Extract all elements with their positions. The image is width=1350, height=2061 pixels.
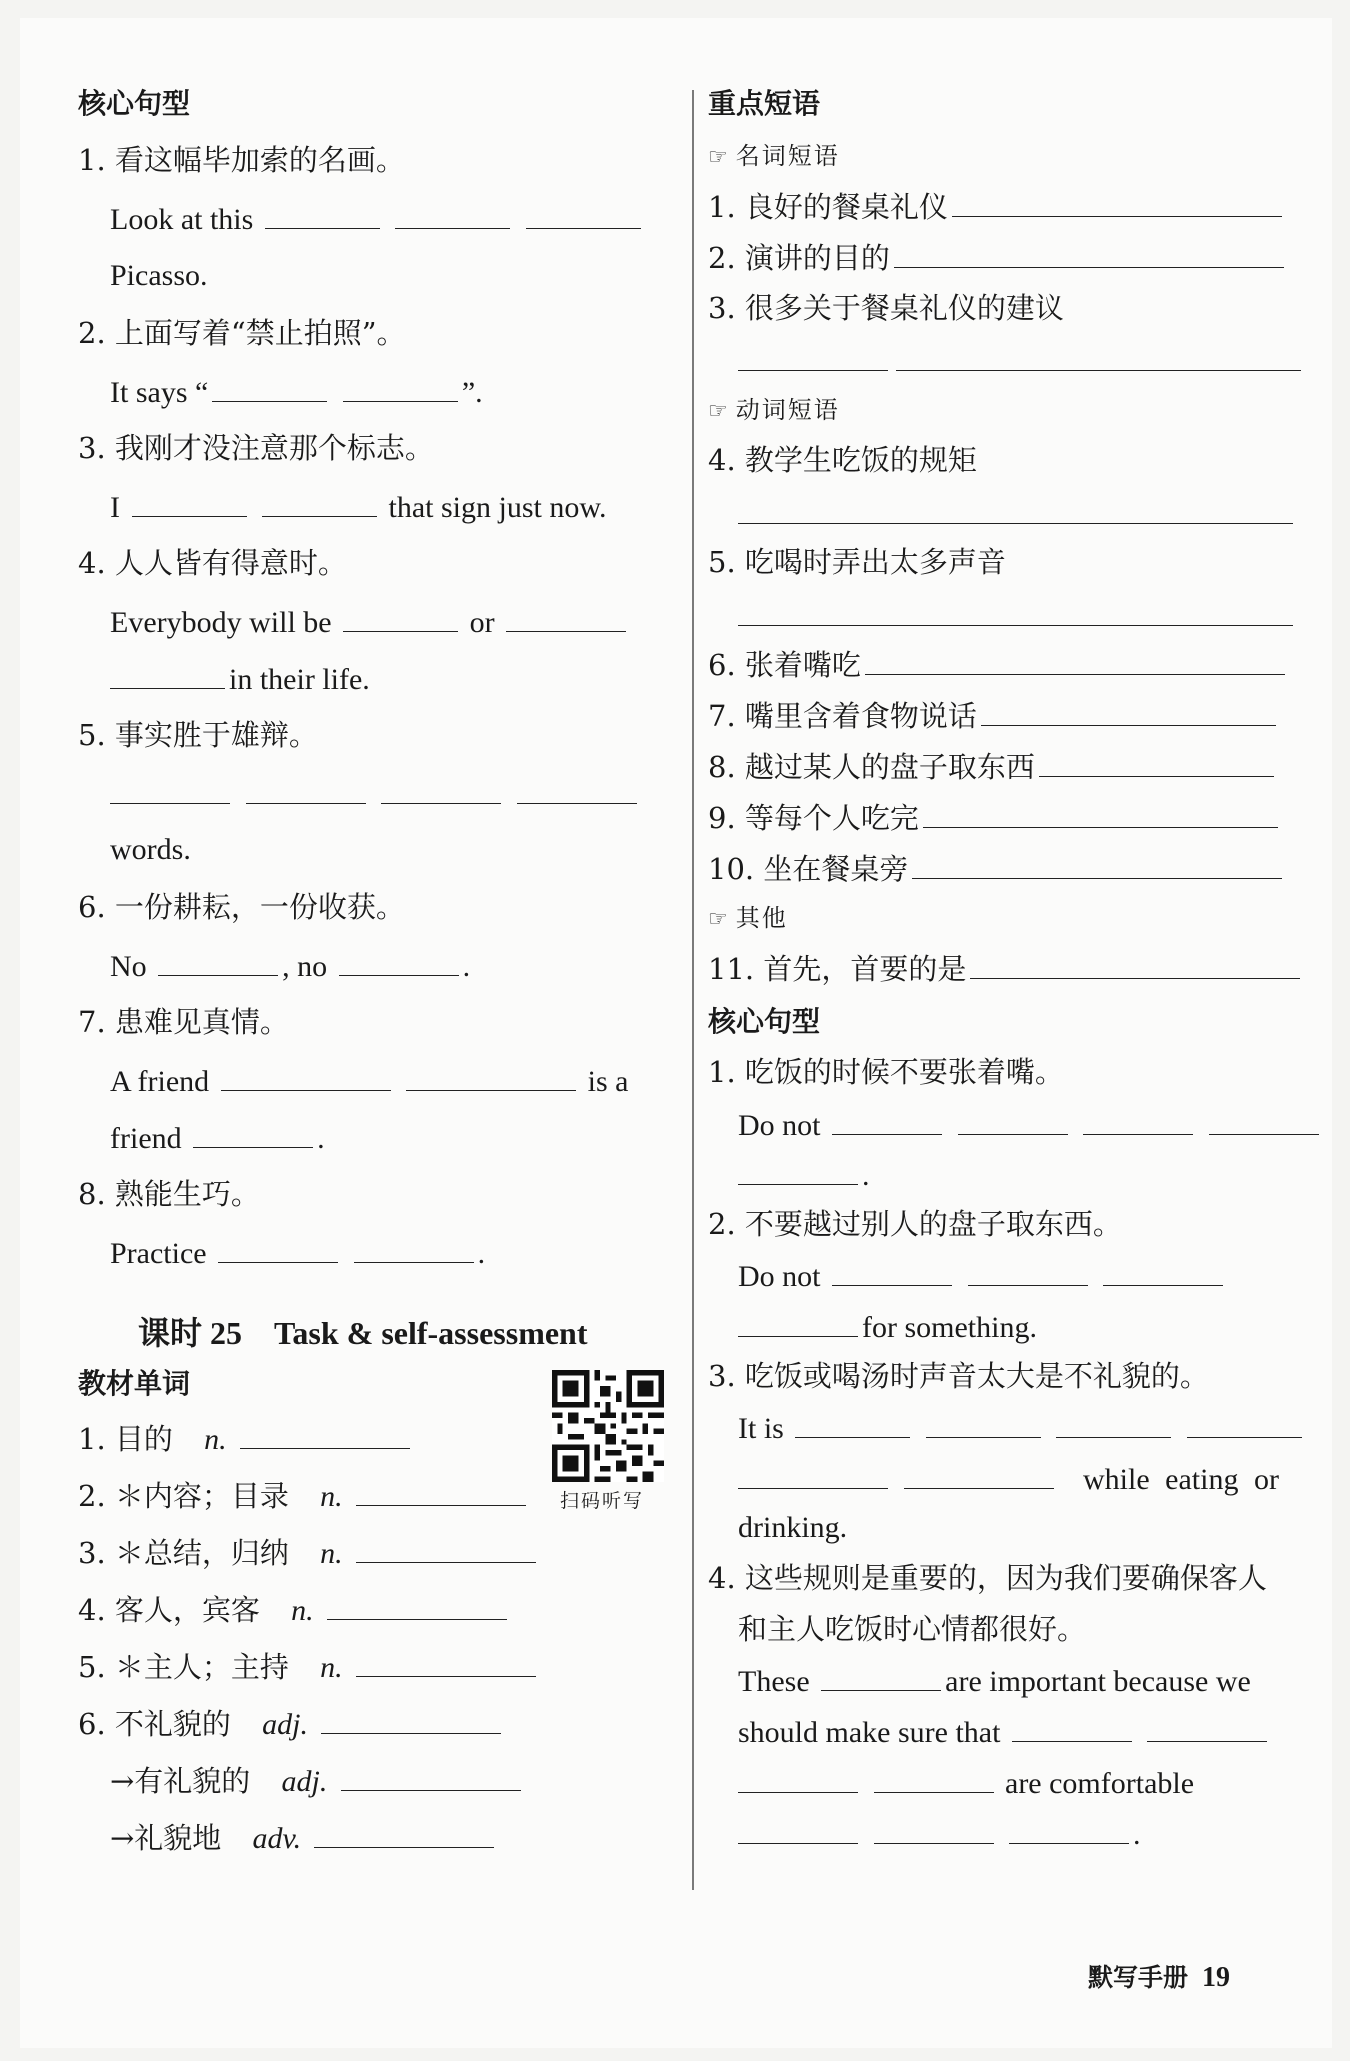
blank[interactable]: [738, 1813, 858, 1844]
sentence-8-cn: 8. 熟能生巧。: [78, 1177, 260, 1211]
blank[interactable]: [1103, 1255, 1223, 1286]
phrase-item: 11. 首先，首要的是: [708, 948, 1304, 989]
verb-phrase-label: ☞ 动词短语: [708, 390, 840, 432]
right-sentence-4-cn-cont: 和主人吃饭时心情都很好。: [738, 1612, 1087, 1646]
phrase-item: 2. 演讲的目的: [708, 237, 1288, 278]
phrase-item: 6. 张着嘴吃: [708, 644, 1289, 685]
section-title-core-sentences-right: 核心句型: [708, 1005, 821, 1038]
blank[interactable]: [406, 1060, 576, 1091]
right-sentence-1-cn: 1. 吃饭的时候不要张着嘴。: [708, 1055, 1064, 1089]
blank[interactable]: [874, 1813, 994, 1844]
blank[interactable]: [738, 1154, 858, 1185]
blank[interactable]: [314, 1817, 494, 1848]
blank[interactable]: [221, 1060, 391, 1091]
blank[interactable]: [218, 1232, 338, 1263]
blank[interactable]: [343, 601, 458, 632]
sentence-4-en-cont: in their life.: [110, 658, 370, 700]
blank[interactable]: [327, 1589, 507, 1620]
blank[interactable]: [1147, 1711, 1267, 1742]
section-title-phrases: 重点短语: [708, 87, 821, 120]
right-sentence-2-en: Do not: [738, 1255, 1227, 1297]
vocab-item: 3. ＊总结，归纳 n.: [78, 1532, 540, 1574]
blank[interactable]: [896, 340, 1301, 371]
blank[interactable]: [1009, 1813, 1129, 1844]
other-label: ☞ 其他: [708, 898, 788, 940]
right-sentence-3-cn: 3. 吃饭或喝汤时声音太大是不礼貌的。: [708, 1359, 1209, 1393]
sentence-1-cn: 1. 看这幅毕加索的名画。: [78, 143, 405, 177]
blank[interactable]: [158, 945, 278, 976]
lesson-title: 课时 25 Task & self-assessment: [138, 1315, 588, 1351]
blank[interactable]: [1039, 746, 1274, 777]
blank[interactable]: [354, 1232, 474, 1263]
sentence-8-en: Practice .: [110, 1232, 485, 1274]
blank[interactable]: [339, 945, 459, 976]
blank[interactable]: [395, 198, 510, 229]
blank[interactable]: [738, 1458, 888, 1489]
sentence-7-cn: 7. 患难见真情。: [78, 1005, 289, 1039]
blank[interactable]: [381, 773, 501, 804]
column-divider: [692, 90, 694, 1890]
vocab-item: 5. ＊主人；主持 n.: [78, 1646, 540, 1688]
blank[interactable]: [912, 848, 1282, 879]
sentence-7-en-cont: friend .: [110, 1117, 325, 1159]
sentence-6-en: No , no .: [110, 945, 470, 987]
page-number: 19: [1202, 1962, 1231, 1993]
blank[interactable]: [738, 340, 888, 371]
blank[interactable]: [865, 644, 1285, 675]
blank[interactable]: [265, 198, 380, 229]
blank[interactable]: [246, 773, 366, 804]
sentence-1-en-cont: Picasso.: [110, 259, 208, 292]
blank[interactable]: [926, 1407, 1041, 1438]
qr-caption: 扫码听写: [560, 1490, 645, 1512]
blank[interactable]: [1056, 1407, 1171, 1438]
blank[interactable]: [958, 1104, 1068, 1135]
noun-phrase-label: ☞ 名词短语: [708, 136, 840, 178]
right-sentence-4-en: These are important because we: [738, 1660, 1251, 1702]
right-sentence-4-en-cont: should make sure that: [738, 1711, 1271, 1753]
sentence-4-cn: 4. 人人皆有得意时。: [78, 546, 347, 580]
blank[interactable]: [981, 695, 1276, 726]
right-sentence-3-en-end: drinking.: [738, 1511, 848, 1544]
sentence-1-en: Look at this: [110, 198, 645, 240]
right-sentence-3-en: It is: [738, 1407, 1306, 1449]
vocab-item-derived: →有礼貌的 adj.: [110, 1760, 525, 1802]
phrase-item: 10. 坐在餐桌旁: [708, 848, 1286, 889]
blank[interactable]: [952, 186, 1282, 217]
blank[interactable]: [738, 595, 1293, 626]
sentence-5-cn: 5. 事实胜于雄辩。: [78, 718, 318, 752]
right-sentence-4-en-end: .: [738, 1813, 1141, 1855]
blank[interactable]: [904, 1458, 1054, 1489]
sentence-3-en: I that sign just now.: [110, 486, 607, 528]
blank[interactable]: [356, 1646, 536, 1677]
blank[interactable]: [874, 1762, 994, 1793]
blank[interactable]: [356, 1475, 526, 1506]
right-sentence-4-en-cont2: are comfortable: [738, 1762, 1194, 1804]
pointing-hand-icon: ☞: [708, 399, 730, 424]
sentence-3-cn: 3. 我刚才没注意那个标志。: [78, 431, 434, 465]
right-sentence-1-en: Do not: [738, 1104, 1323, 1146]
pointing-hand-icon: ☞: [708, 907, 730, 932]
blank[interactable]: [970, 948, 1300, 979]
right-sentence-3-en-cont: while eating or: [738, 1458, 1279, 1500]
section-title-vocab: 教材单词: [78, 1367, 191, 1400]
phrase-item: 4. 教学生吃饭的规矩: [708, 443, 977, 477]
blank[interactable]: [923, 797, 1278, 828]
phrase-blank-line: [738, 595, 1297, 636]
page-footer: [1088, 1958, 1230, 1994]
sentence-4-en: Everybody will be or: [110, 601, 630, 643]
book-title: 默写手册: [1088, 1963, 1189, 1992]
blank[interactable]: [212, 371, 327, 402]
right-sentence-4-cn: 4. 这些规则是重要的，因为我们要确保客人: [708, 1561, 1267, 1595]
phrase-item: 7. 嘴里含着食物说话: [708, 695, 1280, 736]
sentence-5-blanks: [110, 773, 641, 815]
blank[interactable]: [356, 1532, 536, 1563]
vocab-item: 2. ＊内容；目录 n.: [78, 1475, 530, 1517]
blank[interactable]: [132, 486, 247, 517]
workbook-page: [20, 18, 1332, 2048]
blank[interactable]: [1083, 1104, 1193, 1135]
phrase-item: 9. 等每个人吃完: [708, 797, 1282, 838]
right-sentence-2-en-cont: for something.: [738, 1306, 1037, 1348]
blank[interactable]: [110, 773, 230, 804]
phrase-blanks: [738, 340, 1305, 381]
blank[interactable]: [1209, 1104, 1319, 1135]
blank[interactable]: [321, 1703, 501, 1734]
blank[interactable]: [738, 1762, 858, 1793]
phrase-item: 5. 吃喝时弄出太多声音: [708, 545, 1006, 579]
blank[interactable]: [1187, 1407, 1302, 1438]
phrase-item: 8. 越过某人的盘子取东西: [708, 746, 1278, 787]
sentence-6-cn: 6. 一份耕耘，一份收获。: [78, 890, 405, 924]
blank[interactable]: [738, 493, 1293, 524]
blank[interactable]: [193, 1117, 313, 1148]
blank[interactable]: [341, 1760, 521, 1791]
sentence-5-en: words.: [110, 833, 191, 866]
phrase-blank-line: [738, 493, 1297, 534]
pointing-hand-icon: ☞: [708, 145, 730, 170]
section-title-core-sentences: 核心句型: [78, 87, 191, 120]
blank[interactable]: [795, 1407, 910, 1438]
blank[interactable]: [506, 601, 626, 632]
blank[interactable]: [968, 1255, 1088, 1286]
blank[interactable]: [1012, 1711, 1132, 1742]
blank[interactable]: [343, 371, 458, 402]
vocab-item: 4. 客人，宾客 n.: [78, 1589, 511, 1631]
phrase-item: 1. 良好的餐桌礼仪: [708, 186, 1286, 227]
blank[interactable]: [821, 1660, 941, 1691]
qr-code-icon[interactable]: [552, 1370, 664, 1482]
blank[interactable]: [240, 1418, 410, 1449]
vocab-item-derived: →礼貌地 adv.: [110, 1817, 498, 1859]
sentence-7-en: A friend is a: [110, 1060, 628, 1102]
phrase-item: 3. 很多关于餐桌礼仪的建议: [708, 291, 1064, 325]
vocab-item: 6. 不礼貌的 adj.: [78, 1703, 505, 1745]
blank[interactable]: [262, 486, 377, 517]
sentence-2-en: It says “ ”.: [110, 371, 483, 413]
right-sentence-2-cn: 2. 不要越过别人的盘子取东西。: [708, 1207, 1122, 1241]
sentence-2-cn: 2. 上面写着“禁止拍照”。: [78, 316, 406, 350]
blank[interactable]: [110, 658, 225, 689]
blank[interactable]: [526, 198, 641, 229]
blank[interactable]: [738, 1306, 858, 1337]
vocab-item: 1. 目的 n.: [78, 1418, 414, 1460]
blank[interactable]: [517, 773, 637, 804]
blank[interactable]: [894, 237, 1284, 268]
blank[interactable]: [832, 1104, 942, 1135]
blank[interactable]: [832, 1255, 952, 1286]
right-sentence-1-en-cont: .: [738, 1154, 870, 1196]
